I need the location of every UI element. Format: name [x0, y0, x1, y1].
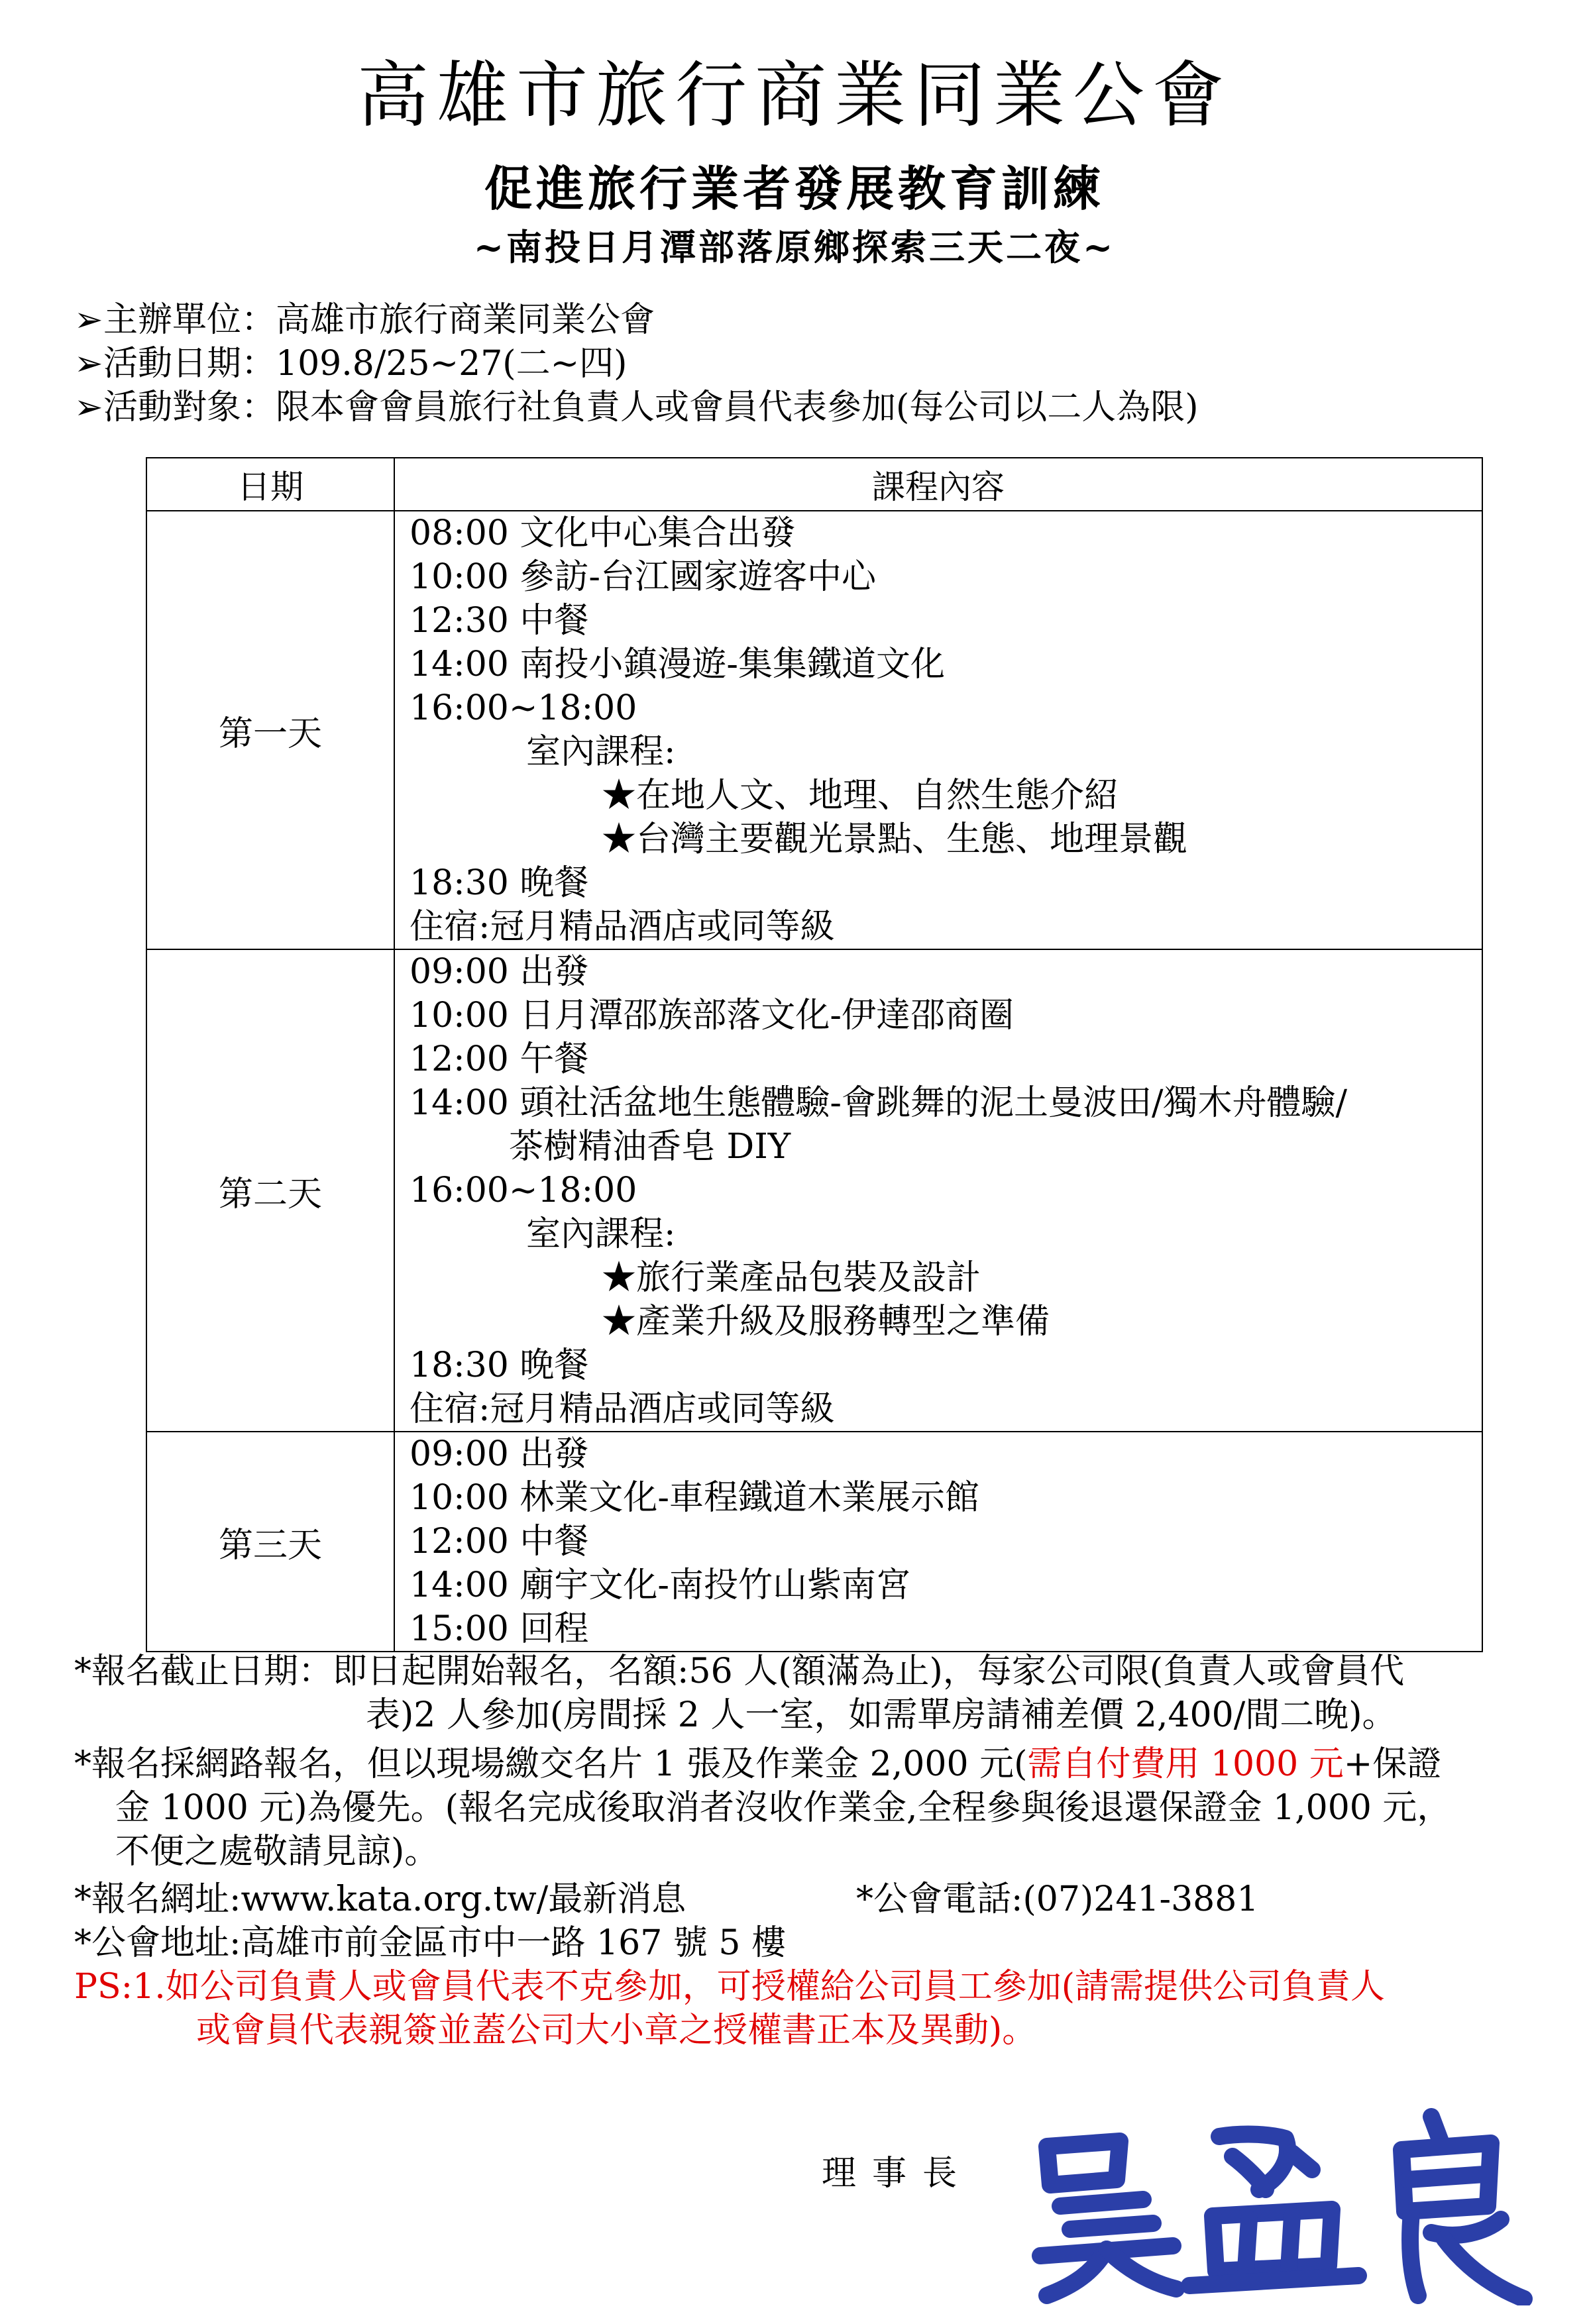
- schedule-item: 住宿:冠月精品酒店或同等級: [410, 907, 835, 947]
- note-online-cont: 不便之處敬請見諒)。: [115, 1832, 439, 1872]
- schedule-item: ★旅行業產品包裝及設計: [602, 1258, 981, 1298]
- schedule-item: 12:30 中餐: [410, 601, 589, 641]
- schedule-item: 09:00 出發: [410, 952, 589, 992]
- schedule-item: 14:00 南投小鎮漫遊-集集鐵道文化: [410, 645, 945, 684]
- schedule-item: 10:00 林業文化-車程鐵道木業展示館: [410, 1478, 979, 1518]
- org-title: 高雄市旅行商業同業公會: [356, 54, 1232, 137]
- schedule-item: ★在地人文、地理、自然生態介紹: [602, 776, 1119, 816]
- note-online-cont: 金 1000 元)為優先。(報名完成後取消者沒收作業金,全程參與後退還保證金 1,000 元，: [115, 1788, 1452, 1828]
- schedule-item: 10:00 參訪-台江國家遊客中心: [410, 557, 876, 597]
- chairman-signature: [1020, 2107, 1537, 2305]
- arrow-bullet-icon: ➢: [74, 344, 103, 384]
- schedule-item: 室內課程:: [526, 1214, 676, 1254]
- schedule-item: 12:00 中餐: [410, 1522, 589, 1561]
- note-deadline-cont: 表)2 人參加(房間採 2 人一室，如需單房請補差價 2,400/間二晚)。: [366, 1695, 1397, 1735]
- chairman-title: 理事長: [822, 2154, 973, 2193]
- table-header-row: [146, 458, 1482, 511]
- schedule-item: 室內課程:: [526, 732, 676, 772]
- schedule-item: 住宿:冠月精品酒店或同等級: [410, 1389, 835, 1429]
- association-address: *公會地址:高雄市前金區市中一路 167 號 5 樓: [74, 1923, 786, 1963]
- schedule-item: 18:30 晚餐: [410, 1346, 589, 1385]
- ps-note-cont: 或會員代表親簽並蓋公司大小章之授權書正本及異動)。: [196, 2011, 1037, 2050]
- schedule-item: 09:00 出發: [410, 1434, 589, 1474]
- note-online-registration: *報名採網路報名，但以現場繳交名片 1 張及作業金 2,000 元(需自付費用 1000 元+保證: [74, 1744, 1442, 1784]
- registration-website: *報名網址:www.kata.org.tw/最新消息: [74, 1879, 686, 1919]
- schedule-item: 16:00~18:00: [410, 1171, 637, 1210]
- schedule-table: [146, 457, 1483, 1652]
- info-date: ➢活動日期：109.8/25~27(二~四): [74, 342, 1199, 386]
- note-deadline: *報名截止日期：即日起開始報名，名額:56 人(額滿為止)，每家公司限(負責人或會員代: [74, 1652, 1405, 1691]
- schedule-item: ★台灣主要觀光景點、生態、地理景觀: [602, 819, 1188, 859]
- registration-notes: [74, 1650, 1545, 2052]
- event-info: [74, 298, 1199, 429]
- schedule-item: 14:00 廟宇文化-南投竹山紫南宮: [410, 1565, 910, 1605]
- signature-block: [822, 2107, 1551, 2305]
- schedule-item: 18:30 晚餐: [410, 863, 589, 903]
- day-items: [394, 949, 1482, 1432]
- arrow-bullet-icon: ➢: [74, 300, 103, 340]
- day-row-2: [146, 949, 1482, 1432]
- event-title: 促進旅行業者發展教育訓練: [484, 160, 1105, 217]
- header-content: 課程內容: [394, 458, 1482, 511]
- self-pay-fee-text: 需自付費用 1000 元: [1027, 1744, 1344, 1784]
- schedule-item: 茶樹精油香皂 DIY: [509, 1127, 791, 1167]
- schedule-item: 14:00 頭社活盆地生態體驗-會跳舞的泥土曼波田/獨木舟體驗/: [410, 1083, 1347, 1123]
- header-date: 日期: [146, 458, 394, 511]
- info-organizer: ➢主辦單位：高雄市旅行商業同業公會: [74, 298, 1199, 342]
- info-target: ➢活動對象：限本會會員旅行社負責人或會員代表參加(每公司以二人為限): [74, 386, 1199, 429]
- schedule-item: 12:00 午餐: [410, 1039, 589, 1079]
- day-items: [394, 511, 1482, 949]
- schedule-item: 10:00 日月潭邵族部落文化-伊達邵商圈: [410, 996, 1014, 1035]
- ps-note: PS:1.如公司負責人或會員代表不克參加，可授權給公司員工參加(請需提供公司負責人: [74, 1967, 1386, 2007]
- arrow-bullet-icon: ➢: [74, 388, 103, 427]
- schedule-item: 16:00~18:00: [410, 688, 637, 728]
- association-phone: *公會電話:(07)241-3881: [856, 1879, 1259, 1919]
- event-subtitle: ~南投日月潭部落原鄉探索三天二夜~: [473, 226, 1116, 268]
- schedule-item: 15:00 回程: [410, 1609, 589, 1649]
- schedule-item: 08:00 文化中心集合出發: [410, 513, 796, 553]
- day-row-1: [146, 511, 1482, 949]
- day-label: 第一天: [146, 511, 394, 949]
- day-label: 第三天: [146, 1432, 394, 1652]
- day-items: [394, 1432, 1482, 1652]
- schedule-item: ★產業升級及服務轉型之準備: [602, 1302, 1050, 1342]
- note-contact: [74, 1877, 1545, 1921]
- day-row-3: [146, 1432, 1482, 1652]
- day-label: 第二天: [146, 949, 394, 1432]
